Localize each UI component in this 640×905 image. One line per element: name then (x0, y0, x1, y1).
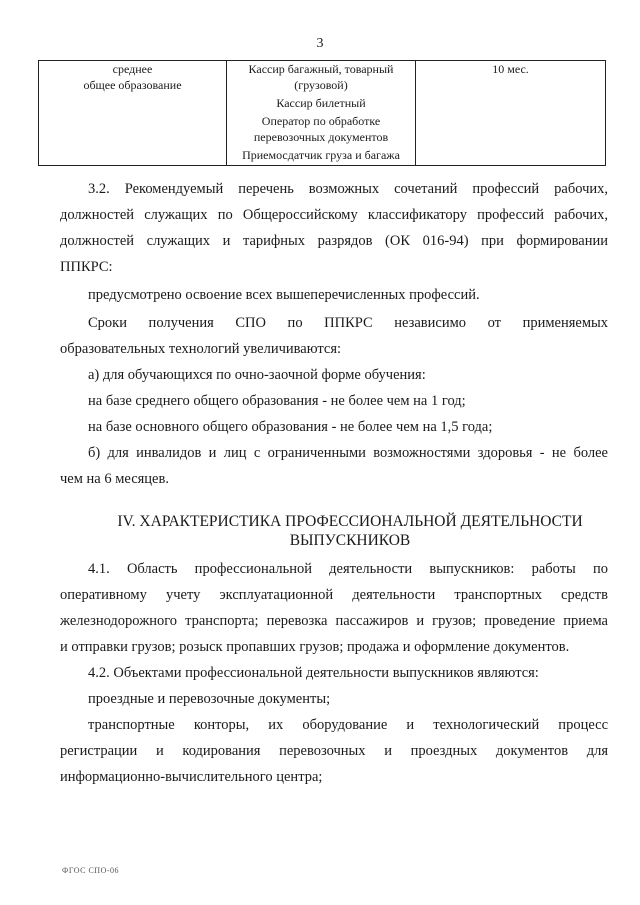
paragraph-3-2-line: должностей служащих по Общероссийскому классификатору профессий рабочих, (60, 207, 608, 223)
item-b-line: чем на 6 месяцев. (60, 471, 169, 487)
term-cell: 10 мес. (416, 61, 606, 166)
role-item: Оператор по обработке перевозочных документов (253, 114, 389, 144)
item-offices-line: информационно-вычислительного центра; (60, 769, 323, 785)
section-heading: ВЫПУСКНИКОВ (289, 532, 411, 549)
item-documents: проездные и перевозочные документы; (88, 691, 331, 707)
paragraph-4-1-line: железнодорожного транспорта; перевозка пассажиров и грузов; проведение приема (60, 613, 608, 629)
paragraph-4-1-line: и отправки грузов; розыск пропавших грузов; продажа и оформление документов. (60, 639, 570, 655)
paragraph-4-1-line: 4.1. Область профессиональной деятельности выпускников: работы по (88, 561, 608, 577)
education-cell (39, 61, 227, 166)
paragraph-terms-line: Сроки получения СПО по ППКРС независимо от применяемых (88, 315, 608, 331)
paragraph-3-2-line: должностей служащих и тарифных разрядов (ОК 016-94) при формировании (60, 233, 608, 249)
paragraph-4-2: 4.2. Объектами профессиональной деятельности выпускников являются: (88, 665, 539, 681)
role-item: Кассир багажный, товарный (грузовой) (248, 62, 394, 92)
education-line: среднее (112, 62, 153, 76)
paragraph-3-2-line: ППКРС: (60, 259, 113, 275)
page-number: 3 (316, 36, 324, 51)
professions-table-continuation (38, 60, 606, 166)
item-a2: на базе основного общего образования - не более чем на 1,5 года; (88, 419, 493, 435)
role-item: Приемосдатчик груза и багажа (242, 148, 400, 162)
footer-code: ФГОС СПО-06 (62, 866, 120, 875)
item-offices-line: регистрации и кодирования перевозочных и проездных документов для (60, 743, 608, 759)
paragraph-4-1-line: оперативному учету эксплуатационной деятельности транспортных средств (60, 587, 608, 603)
section-heading: IV. ХАРАКТЕРИСТИКА ПРОФЕССИОНАЛЬНОЙ ДЕЯТЕЛЬНОСТИ (117, 513, 583, 530)
item-a1: на базе среднего общего образования - не более чем на 1 год; (88, 393, 466, 409)
item-a: а) для обучающихся по очно-заочной форме обучения: (88, 367, 426, 383)
paragraph-3-2-line: 3.2. Рекомендуемый перечень возможных сочетаний профессий рабочих, (88, 181, 608, 197)
table-row (39, 61, 606, 166)
education-line: общее образование (83, 78, 182, 92)
paragraph-terms-line: образовательных технологий увеличиваются: (60, 341, 342, 357)
item-b-line: б) для инвалидов и лиц с ограниченными возможностями здоровья - не более (88, 445, 608, 461)
roles-cell (227, 61, 416, 166)
role-item: Кассир билетный (276, 96, 366, 110)
paragraph-foreseen: предусмотрено освоение всех вышеперечисленных профессий. (88, 287, 480, 303)
item-offices-line: транспортные конторы, их оборудование и технологический процесс (88, 717, 608, 733)
